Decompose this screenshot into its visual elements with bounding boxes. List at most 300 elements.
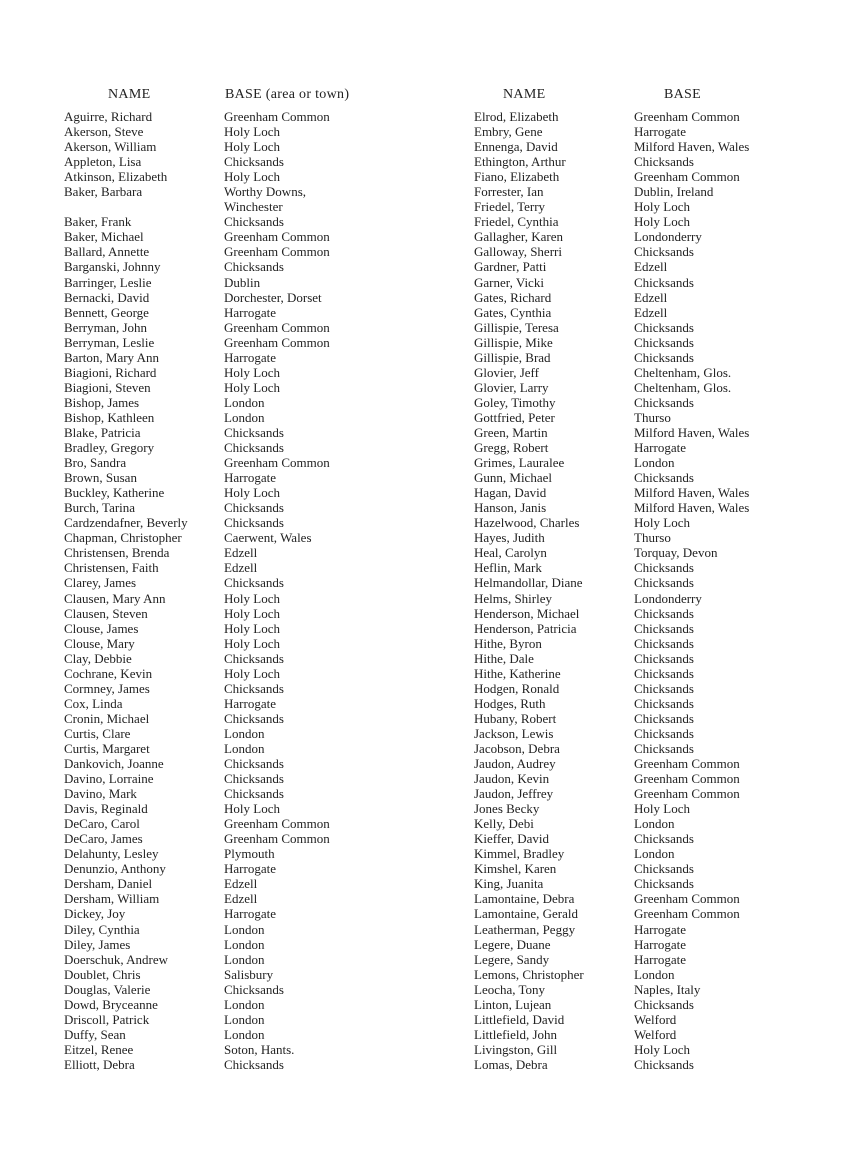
- directory-row: [474, 380, 784, 395]
- base-location: Holy Loch: [224, 635, 280, 651]
- directory-row: [64, 425, 374, 440]
- directory-row: [64, 681, 374, 696]
- directory-row: [474, 259, 784, 274]
- directory-row: [474, 169, 784, 184]
- person-name: Dersham, Daniel: [64, 876, 153, 892]
- base-location: Holy Loch: [634, 199, 690, 215]
- directory-row: [474, 139, 784, 154]
- base-location: Chicksands: [634, 274, 694, 290]
- base-location: Chicksands: [224, 710, 284, 726]
- base-location: Greenham Common: [634, 906, 740, 922]
- person-name: Hodges, Ruth: [474, 695, 546, 711]
- directory-row: [474, 591, 784, 606]
- person-name: Barganski, Johnny: [64, 259, 161, 275]
- directory-row: [474, 726, 784, 741]
- base-location: Harrogate: [224, 861, 276, 877]
- person-name: King, Juanita: [474, 876, 544, 892]
- base-location: Chicksands: [634, 831, 694, 847]
- base-location: Winchester: [224, 199, 283, 215]
- person-name: Hubany, Robert: [474, 710, 557, 726]
- person-name: Hithe, Katherine: [474, 665, 561, 681]
- base-location: Chicksands: [634, 575, 694, 591]
- person-name: Kimmel, Bradley: [474, 846, 565, 862]
- directory-row: [474, 305, 784, 320]
- base-location: Harrogate: [224, 304, 276, 320]
- directory-row: [64, 786, 374, 801]
- person-name: Gottfried, Peter: [474, 409, 555, 425]
- person-name: Hodgen, Ronald: [474, 680, 560, 696]
- base-location: Chicksands: [634, 154, 694, 170]
- directory-row: [474, 575, 784, 590]
- person-name: Dickey, Joy: [64, 906, 126, 922]
- base-location: Chicksands: [634, 710, 694, 726]
- directory-row: [474, 395, 784, 410]
- person-name: Delahunty, Lesley: [64, 846, 159, 862]
- directory-row: [64, 229, 374, 244]
- base-location: Harrogate: [634, 921, 686, 937]
- person-name: Gardner, Patti: [474, 259, 547, 275]
- person-name: Doublet, Chris: [64, 966, 141, 982]
- directory-row: [64, 922, 374, 937]
- left-name-header: NAME: [108, 87, 151, 102]
- directory-row: [474, 229, 784, 244]
- base-location: London: [634, 455, 675, 471]
- directory-row: [64, 545, 374, 560]
- base-location: London: [634, 966, 675, 982]
- directory-row: [474, 906, 784, 921]
- directory-row: [474, 666, 784, 681]
- person-name: DeCaro, Carol: [64, 816, 140, 832]
- base-location: Chicksands: [224, 771, 284, 787]
- person-name: Gillispie, Mike: [474, 334, 553, 350]
- base-location: Soton, Hants.: [224, 1041, 295, 1057]
- base-location: Holy Loch: [634, 1041, 690, 1057]
- person-name: Buckley, Katherine: [64, 485, 165, 501]
- directory-row: [474, 214, 784, 229]
- directory-row: [474, 425, 784, 440]
- directory-row: [64, 741, 374, 756]
- directory-row: [474, 606, 784, 621]
- directory-row: [64, 876, 374, 891]
- directory-row: [474, 440, 784, 455]
- base-location: Dorchester, Dorset: [224, 289, 322, 305]
- base-location: Chicksands: [224, 154, 284, 170]
- directory-row: [474, 455, 784, 470]
- left-column: [64, 109, 374, 1072]
- person-name: Bradley, Gregory: [64, 440, 155, 456]
- person-name: Berryman, John: [64, 319, 148, 335]
- person-name: Baker, Frank: [64, 214, 132, 230]
- base-location: Harrogate: [224, 906, 276, 922]
- base-location: Edzell: [224, 545, 258, 561]
- directory-row: [64, 831, 374, 846]
- base-location: Harrogate: [634, 440, 686, 456]
- directory-row: [474, 320, 784, 335]
- person-name: Bernacki, David: [64, 289, 150, 305]
- person-name: Cox, Linda: [64, 695, 123, 711]
- person-name: Clausen, Steven: [64, 605, 148, 621]
- directory-row: [64, 380, 374, 395]
- directory-row: [64, 395, 374, 410]
- base-location: Greenham Common: [634, 109, 740, 124]
- base-location: Harrogate: [224, 470, 276, 486]
- person-name: Ballard, Annette: [64, 244, 150, 260]
- person-name: Brown, Susan: [64, 470, 137, 486]
- right-name-header: NAME: [503, 87, 546, 102]
- person-name: Atkinson, Elizabeth: [64, 169, 168, 185]
- base-location: Milford Haven, Wales: [634, 485, 750, 501]
- person-name: Leocha, Tony: [474, 981, 546, 997]
- base-location: Greenham Common: [224, 831, 330, 847]
- person-name: Biagioni, Steven: [64, 379, 151, 395]
- base-location: Salisbury: [224, 966, 274, 982]
- base-location: Worthy Downs,: [224, 184, 307, 200]
- person-name: Glovier, Larry: [474, 379, 549, 395]
- person-name: Gates, Cynthia: [474, 304, 552, 320]
- directory-row: [64, 937, 374, 952]
- base-location: London: [224, 740, 265, 756]
- base-location: Greenham Common: [224, 109, 330, 124]
- person-name: Livingston, Gill: [474, 1041, 558, 1057]
- person-name: Curtis, Margaret: [64, 740, 150, 756]
- directory-row: [64, 139, 374, 154]
- base-location: Chicksands: [634, 861, 694, 877]
- person-name: Christensen, Faith: [64, 560, 159, 576]
- directory-row: [64, 906, 374, 921]
- directory-row: [474, 275, 784, 290]
- person-name: Bishop, James: [64, 394, 140, 410]
- person-name: Kimshel, Karen: [474, 861, 557, 877]
- base-location: Milford Haven, Wales: [634, 139, 750, 155]
- directory-row: [64, 621, 374, 636]
- person-name: Chapman, Christopher: [64, 530, 182, 546]
- base-location: Chicksands: [224, 515, 284, 531]
- directory-row: [64, 711, 374, 726]
- base-location: Holy Loch: [634, 214, 690, 230]
- base-location: Chicksands: [224, 575, 284, 591]
- base-location: Holy Loch: [224, 379, 280, 395]
- person-name: Clouse, Mary: [64, 635, 135, 651]
- directory-row: [474, 861, 784, 876]
- base-location: Holy Loch: [634, 801, 690, 817]
- person-name: Elliott, Debra: [64, 1056, 135, 1072]
- person-name: Berryman, Leslie: [64, 334, 155, 350]
- base-location: Chicksands: [634, 319, 694, 335]
- person-name: Curtis, Clare: [64, 725, 131, 741]
- base-location: Chicksands: [634, 244, 694, 260]
- base-location: Holy Loch: [224, 485, 280, 501]
- person-name: Hagan, David: [474, 485, 547, 501]
- base-location: Holy Loch: [224, 364, 280, 380]
- directory-row: [474, 846, 784, 861]
- base-location: Greenham Common: [634, 756, 740, 772]
- base-location: Greenham Common: [224, 816, 330, 832]
- directory-row: [64, 290, 374, 305]
- directory-row: [474, 500, 784, 515]
- base-location: London: [224, 921, 265, 937]
- directory-row: [474, 530, 784, 545]
- directory-row: [64, 244, 374, 259]
- directory-row: [64, 169, 374, 184]
- directory-row: [64, 410, 374, 425]
- directory-row: [64, 275, 374, 290]
- directory-row: [474, 290, 784, 305]
- base-location: Chicksands: [634, 620, 694, 636]
- directory-row: [64, 124, 374, 139]
- person-name: Gillispie, Brad: [474, 349, 551, 365]
- base-location: Holy Loch: [224, 124, 280, 140]
- right-column: [474, 109, 784, 1072]
- right-base-header: BASE: [664, 87, 701, 102]
- person-name: Forrester, Ian: [474, 184, 544, 200]
- directory-row: [64, 606, 374, 621]
- person-name: Linton, Lujean: [474, 996, 552, 1012]
- directory-row: [474, 952, 784, 967]
- directory-row: [474, 696, 784, 711]
- base-location: Thurso: [634, 530, 671, 546]
- directory-row: [474, 967, 784, 982]
- directory-row: [474, 109, 784, 124]
- directory-row: [474, 876, 784, 891]
- person-name: Ethington, Arthur: [474, 154, 566, 170]
- directory-row: [474, 816, 784, 831]
- base-location: Chicksands: [634, 605, 694, 621]
- person-name: Dersham, William: [64, 891, 160, 907]
- directory-row: [64, 666, 374, 681]
- base-location: Chicksands: [634, 635, 694, 651]
- directory-row: [474, 1042, 784, 1057]
- base-location: Greenham Common: [634, 786, 740, 802]
- base-location: London: [634, 846, 675, 862]
- directory-row: [64, 455, 374, 470]
- base-location: Edzell: [634, 304, 668, 320]
- base-location: Edzell: [224, 876, 258, 892]
- base-location: London: [224, 951, 265, 967]
- base-location: Dublin, Ireland: [634, 184, 714, 200]
- directory-row: [64, 1027, 374, 1042]
- base-location: Chicksands: [634, 560, 694, 576]
- base-location: Holy Loch: [224, 620, 280, 636]
- directory-row: [64, 696, 374, 711]
- person-name: Akerson, Steve: [64, 124, 144, 140]
- base-location: Chicksands: [224, 440, 284, 456]
- base-location: Chicksands: [634, 996, 694, 1012]
- person-name: Clouse, James: [64, 620, 139, 636]
- directory-row: [64, 305, 374, 320]
- base-location: Caerwent, Wales: [224, 530, 312, 546]
- base-location: Edzell: [634, 289, 668, 305]
- base-location: Chicksands: [224, 756, 284, 772]
- base-location: Holy Loch: [224, 605, 280, 621]
- base-location: Chicksands: [224, 650, 284, 666]
- person-name: Legere, Duane: [474, 936, 551, 952]
- base-location: Holy Loch: [224, 139, 280, 155]
- person-name: Lemons, Christopher: [474, 966, 584, 982]
- person-name: Lomas, Debra: [474, 1056, 548, 1072]
- person-name: Cronin, Michael: [64, 710, 150, 726]
- base-location: Chicksands: [634, 1056, 694, 1072]
- directory-row: [474, 922, 784, 937]
- base-location: London: [224, 936, 265, 952]
- person-name: Henderson, Michael: [474, 605, 580, 621]
- directory-row: [474, 244, 784, 259]
- person-name: Jackson, Lewis: [474, 725, 554, 741]
- base-location: Chicksands: [634, 394, 694, 410]
- person-name: Dankovich, Joanne: [64, 756, 164, 772]
- directory-row: [64, 485, 374, 500]
- person-name: Appleton, Lisa: [64, 154, 142, 170]
- directory-row: [474, 1012, 784, 1027]
- person-name: Kelly, Debi: [474, 816, 534, 832]
- directory-row: [64, 982, 374, 997]
- person-name: Clay, Debbie: [64, 650, 132, 666]
- directory-row: [64, 726, 374, 741]
- person-name: Dowd, Bryceanne: [64, 996, 158, 1012]
- person-name: Bro, Sandra: [64, 455, 127, 471]
- person-name: Gates, Richard: [474, 289, 552, 305]
- person-name: Jaudon, Kevin: [474, 771, 550, 787]
- base-location: Harrogate: [224, 695, 276, 711]
- directory-row: [474, 1057, 784, 1072]
- directory-row: [474, 560, 784, 575]
- directory-row: [474, 756, 784, 771]
- directory-row: [64, 1012, 374, 1027]
- person-name: Goley, Timothy: [474, 394, 556, 410]
- person-name: Jaudon, Audrey: [474, 756, 556, 772]
- directory-row: [64, 891, 374, 906]
- person-name: Helms, Shirley: [474, 590, 552, 606]
- base-location: Chicksands: [224, 981, 284, 997]
- person-name: [64, 199, 224, 214]
- directory-row: [64, 816, 374, 831]
- base-location: Chicksands: [224, 1056, 284, 1072]
- directory-row: [64, 591, 374, 606]
- directory-row: [64, 1042, 374, 1057]
- base-location: Welford: [634, 1026, 677, 1042]
- person-name: Gregg, Robert: [474, 440, 549, 456]
- base-location: Holy Loch: [224, 801, 280, 817]
- directory-row: [64, 440, 374, 455]
- base-location: Londonderry: [634, 590, 702, 606]
- directory-row: [474, 997, 784, 1012]
- person-name: Burch, Tarina: [64, 500, 136, 516]
- base-location: Dublin: [224, 274, 261, 290]
- base-location: Chicksands: [224, 680, 284, 696]
- directory-row: [64, 154, 374, 169]
- person-name: Akerson, William: [64, 139, 157, 155]
- person-name: Hithe, Byron: [474, 635, 542, 651]
- directory-row: [64, 771, 374, 786]
- person-name: Christensen, Brenda: [64, 545, 170, 561]
- person-name: Helmandollar, Diane: [474, 575, 583, 591]
- person-name: Jones Becky: [474, 801, 540, 817]
- base-location: Cheltenham, Glos.: [634, 364, 732, 380]
- person-name: Cardzendafner, Beverly: [64, 515, 188, 531]
- person-name: Fiano, Elizabeth: [474, 169, 560, 185]
- base-location: Harrogate: [224, 349, 276, 365]
- directory-row: [64, 560, 374, 575]
- person-name: DeCaro, James: [64, 831, 143, 847]
- directory-row: [64, 952, 374, 967]
- person-name: Kieffer, David: [474, 831, 550, 847]
- person-name: Diley, James: [64, 936, 131, 952]
- base-location: Harrogate: [634, 936, 686, 952]
- directory-row: [474, 801, 784, 816]
- base-location: Greenham Common: [224, 244, 330, 260]
- person-name: Barton, Mary Ann: [64, 349, 159, 365]
- directory-row: [474, 350, 784, 365]
- person-name: Diley, Cynthia: [64, 921, 140, 937]
- person-name: Gunn, Michael: [474, 470, 552, 486]
- person-name: Clarey, James: [64, 575, 137, 591]
- base-location: Naples, Italy: [634, 981, 701, 997]
- directory-row: [64, 1057, 374, 1072]
- person-name: Biagioni, Richard: [64, 364, 157, 380]
- directory-row: [64, 636, 374, 651]
- directory-row: [474, 651, 784, 666]
- directory-row: [64, 259, 374, 274]
- base-location: Greenham Common: [224, 319, 330, 335]
- person-name: Elrod, Elizabeth: [474, 109, 559, 124]
- base-location: Holy Loch: [634, 515, 690, 531]
- base-location: Chicksands: [634, 665, 694, 681]
- base-location: Greenham Common: [634, 169, 740, 185]
- directory-row: [64, 109, 374, 124]
- base-location: Chicksands: [634, 740, 694, 756]
- base-location: Harrogate: [634, 124, 686, 140]
- person-name: Lamontaine, Gerald: [474, 906, 578, 922]
- person-name: Garner, Vicki: [474, 274, 544, 290]
- person-name: Friedel, Cynthia: [474, 214, 559, 230]
- person-name: Friedel, Terry: [474, 199, 546, 215]
- base-location: Chicksands: [224, 786, 284, 802]
- directory-row: [64, 335, 374, 350]
- base-location: Chicksands: [634, 725, 694, 741]
- person-name: Blake, Patricia: [64, 424, 141, 440]
- directory-row: [474, 831, 784, 846]
- directory-row: [474, 937, 784, 952]
- person-name: Embry, Gene: [474, 124, 543, 140]
- base-location: Milford Haven, Wales: [634, 424, 750, 440]
- directory-row: [64, 214, 374, 229]
- directory-row: [64, 184, 374, 199]
- base-location: Holy Loch: [224, 665, 280, 681]
- directory-row: [474, 741, 784, 756]
- directory-row: [64, 967, 374, 982]
- directory-row: [474, 681, 784, 696]
- person-name: Green, Martin: [474, 424, 548, 440]
- directory-row: [474, 184, 784, 199]
- person-name: Jaudon, Jeffrey: [474, 786, 554, 802]
- directory-row: [64, 530, 374, 545]
- directory-row: [474, 470, 784, 485]
- directory-row: [474, 335, 784, 350]
- base-location: London: [224, 409, 265, 425]
- person-name: Duffy, Sean: [64, 1026, 126, 1042]
- directory-row: [474, 636, 784, 651]
- person-name: Legere, Sandy: [474, 951, 550, 967]
- person-name: Grimes, Lauralee: [474, 455, 565, 471]
- base-location: Greenham Common: [224, 455, 330, 471]
- person-name: Bishop, Kathleen: [64, 409, 155, 425]
- base-location: Chicksands: [634, 650, 694, 666]
- base-location: Chicksands: [224, 500, 284, 516]
- base-location: London: [224, 1026, 265, 1042]
- directory-row: [474, 982, 784, 997]
- person-name: Denunzio, Anthony: [64, 861, 166, 877]
- base-location: Chicksands: [634, 680, 694, 696]
- directory-row: [474, 771, 784, 786]
